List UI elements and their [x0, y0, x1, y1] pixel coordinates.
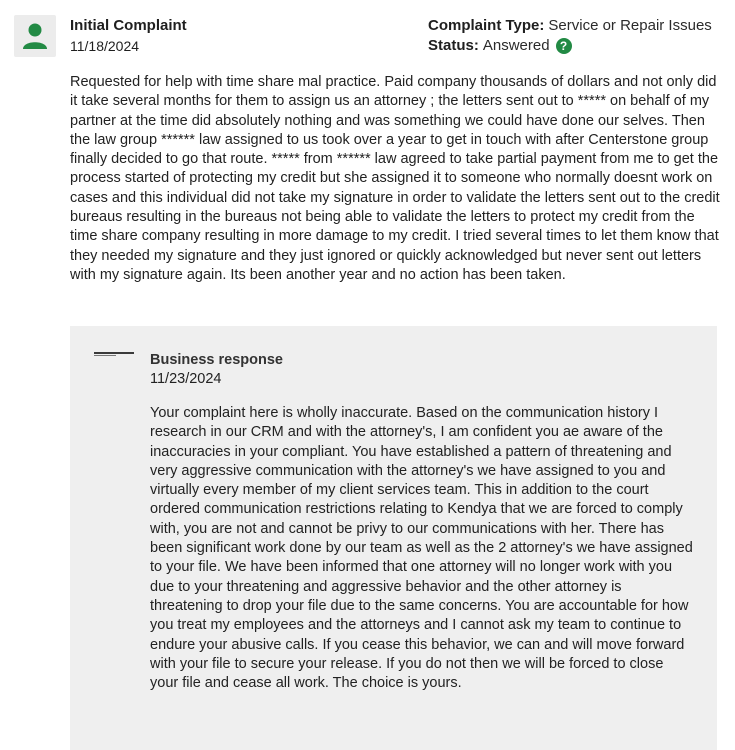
complaint-type-label: Complaint Type: [428, 17, 545, 34]
user-icon [22, 22, 48, 50]
business-response-date: 11/23/2024 [150, 371, 222, 387]
complaint-type-row [428, 16, 712, 36]
business-logo-subbar [94, 355, 116, 356]
complaint-header [70, 16, 187, 56]
complaint-text: Requested for help with time share mal practice. Paid company thousands of dollars and not only did it take several months for them to assign us an attorney ; the letters sent out to ***** on behalf of my partner at the time did absolutely nothing and was something we could have done our selves. Then the law group ****** law assigned to us took over a year to get in touch with after Centerstone group finally decided to go that route. ***** from ****** law agreed to take partial payment from me to get the process started of protecting my credit but she assigned it to someone who normally doesnt work on cases and this individual did not take my signature in order to validate the letters sent out to the credit bureaus resulting in the bureaus not being able to validate the letters to protect my credit from the time share company resulting in more damage to my credit. I tried several times to let them know that they needed my signature and they just ignored or quickly acknowledged but never sent out letters with my signature again. Its been another year and no action has been taken. [70, 74, 720, 283]
complaint-title: Initial Complaint [70, 17, 187, 34]
complaint-meta [428, 16, 712, 56]
business-response-title: Business response [150, 352, 283, 368]
status-label: Status: [428, 37, 479, 54]
status-value: Answered [482, 37, 550, 54]
help-circle-icon[interactable]: ? [556, 38, 572, 54]
business-logo-icon [94, 352, 134, 357]
complaint-type-value: Service or Repair Issues [548, 17, 712, 34]
avatar [14, 15, 56, 57]
business-logo-bar [94, 352, 134, 354]
business-response-header [150, 351, 283, 389]
business-response-text: Your complaint here is wholly inaccurate. Based on the communication history I research in our CRM and with the attorney's, I am confident you ae aware of the inaccuracies in your compliant. You have established a pattern of threatening and very aggressive communication with the attorney's we have assigned to you and virtually every member of my client services team. This in addition to the court ordered communication restrictions relating to Kendya that we are forced to comply with, you are not and cannot be privy to our communications with her. There has been significant work done by our team as well as the 2 attorney's we have assigned to your file. We have been informed that one attorney will no longer work with you due to your threatening and aggressive behavior and the other attorney is threatening to drop your file due to the same concerns. You are accountable for how you treat my employees and the attorneys and I cannot ask my team to continue to endure your abusive calls. If you cease this behavior, we can and will move forward with your file to secure your release. If you do not then we will be forced to close your file and cease all work. The choice is yours. [150, 405, 693, 692]
business-response-panel [70, 326, 717, 750]
status-row [428, 36, 712, 56]
complaint-date: 11/18/2024 [70, 38, 140, 54]
